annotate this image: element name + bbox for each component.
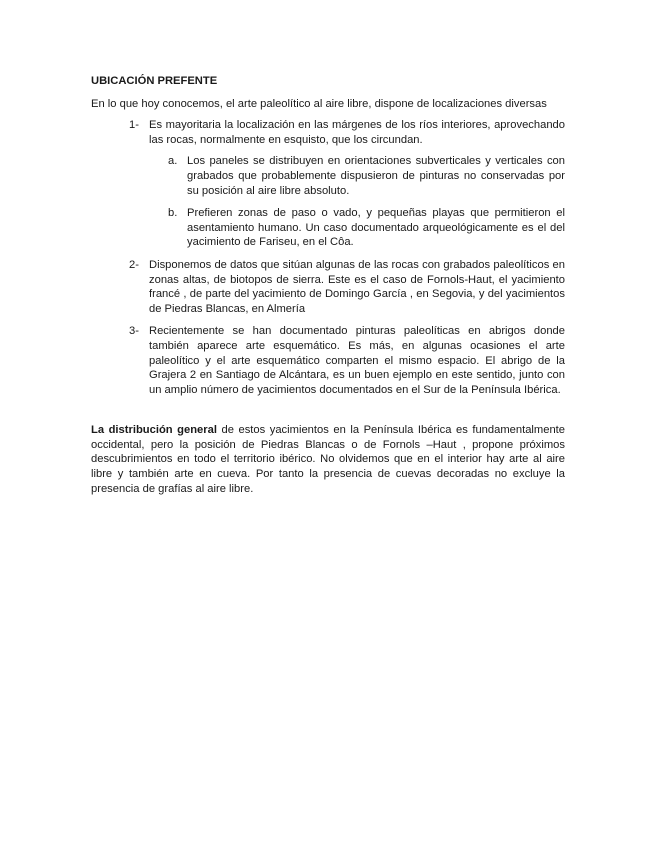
closing-paragraph [91,423,565,496]
sub-list-marker: b. [168,207,178,220]
section-heading: UBICACIÓN PREFENTE [91,75,218,87]
intro-paragraph: En lo que hoy conocemos, el arte paleolítico al aire libre, dispone de localizaciones diversas [91,97,547,110]
list-marker: 1- [129,119,139,132]
main-list [91,118,565,397]
document-page [91,74,565,496]
list-item-1 [129,118,565,250]
sub-list-item-b [168,206,565,250]
sub-list-item-a [168,154,565,198]
sub-list-item-text: Prefieren zonas de paso o vado, y pequeñas playas que permitieron el asentamiento humano. Un caso documentado arqueológicamente es el del yacimiento de Fariseu, en el Côa. [187,207,565,249]
list-item-2 [129,258,565,316]
sub-list-item-text: Los paneles se distribuyen en orientaciones subverticales y verticales con grabados que probablemente dispusieron de pinturas no conservadas por su posición al aire libre absoluto. [187,155,565,197]
list-item-text: Es mayoritaria la localización en las márgenes de los ríos interiores, aprovechando las rocas, normalmente en esquisto, que los circundan. [149,119,565,146]
sub-list-marker: a. [168,155,178,168]
closing-text: de estos yacimientos en la Península Ibérica es fundamentalmente occidental, pero la posición de Piedras Blancas o de Fornols –Haut , propone próximos descubrimientos en todo el territorio ibérico. No olvidemos que en el interior hay arte al aire libre y también arte en cueva. Por tanto la presencia de cuevas decoradas no excluye la presencia de grafías al aire libre. [91,424,566,495]
list-item-text: Recientemente se han documentado pinturas paleolíticas en abrigos donde también aparece arte esquemático. Es más, en algunas ocasiones el arte paleolítico y el arte esquemático comparten el mismo espacio. El abrigo de la Grajera 2 en Santiago de Alcántara, es un buen ejemplo en este sentido, junto con un amplio número de yacimientos documentados en el Sur de la Península Ibérica. [149,325,565,396]
closing-bold-lead: La distribución general [91,424,217,437]
list-item-3 [129,324,565,397]
list-marker: 3- [129,325,139,338]
list-marker: 2- [129,258,139,271]
sub-list [149,154,565,250]
list-item-text: Disponemos de datos que sitúan algunas de las rocas con grabados paleolíticos en zonas altas, de biotopos de sierra. Este es el caso de Fornols-Haut, el yacimiento francé , de parte del yacimiento de Domingo García , en Segovia, y del yacimientos de Piedras Blancas, en Almería [149,258,565,315]
